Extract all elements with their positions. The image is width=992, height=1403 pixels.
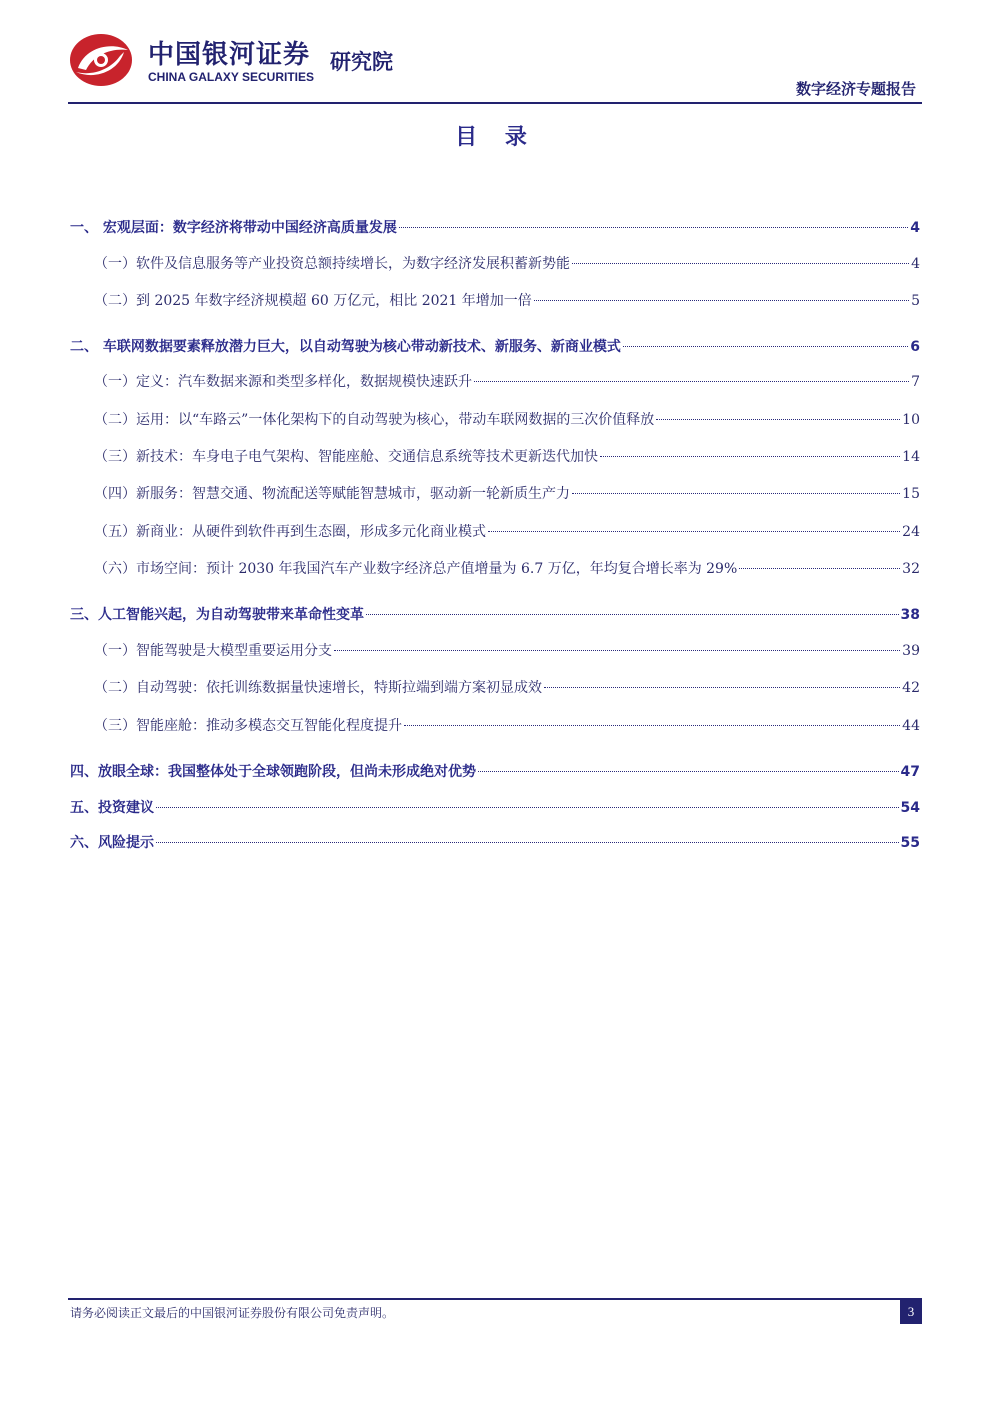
toc-entry-page: 39 xyxy=(902,643,920,659)
toc-subsection-entry[interactable] xyxy=(70,371,920,391)
toc-entry-label: （三）新技术：车身电子电气架构、智能座舱、交通信息系统等技术更新迭代加快 xyxy=(94,449,598,465)
toc-leader-dots xyxy=(156,842,899,843)
toc-leader-dots xyxy=(488,531,900,532)
toc-entry-page: 24 xyxy=(902,524,920,540)
toc-subsection-entry[interactable] xyxy=(70,409,920,429)
toc-leader-dots xyxy=(474,381,909,382)
toc-title: 目 录 xyxy=(455,125,537,150)
toc-entry-label: （一）定义：汽车数据来源和类型多样化，数据规模快速跃升 xyxy=(94,374,472,390)
toc-entry-label: （五）新商业：从硬件到软件再到生态圈，形成多元化商业模式 xyxy=(94,524,486,540)
toc-subsection-entry[interactable] xyxy=(70,677,920,697)
toc-entry-page: 54 xyxy=(900,800,920,816)
toc-entry-label: （三）智能座舱：推动多模态交互智能化程度提升 xyxy=(94,718,402,734)
toc-section-entry[interactable] xyxy=(70,217,920,237)
toc-leader-dots xyxy=(656,419,900,420)
toc-section-entry[interactable] xyxy=(70,604,920,624)
toc-entry-page: 6 xyxy=(910,339,920,355)
page-header xyxy=(68,28,922,104)
toc-entry-label: 二、 车联网数据要素释放潜力巨大，以自动驾驶为核心带动新技术、新服务、新商业模式 xyxy=(70,339,621,355)
toc-section-entry[interactable] xyxy=(70,832,920,852)
toc-entry-label: （一）智能驾驶是大模型重要运用分支 xyxy=(94,643,332,659)
toc-leader-dots xyxy=(600,456,900,457)
toc-entry-label: （四）新服务：智慧交通、物流配送等赋能智慧城市，驱动新一轮新质生产力 xyxy=(94,486,570,502)
toc-section-entry[interactable] xyxy=(70,761,920,781)
toc-section-entry[interactable] xyxy=(70,797,920,817)
toc-entry-page: 32 xyxy=(902,561,920,577)
toc-section-entry[interactable] xyxy=(70,336,920,356)
toc-entry-label: 四、放眼全球：我国整体处于全球领跑阶段，但尚未形成绝对优势 xyxy=(70,764,476,780)
toc-entry-page: 14 xyxy=(902,449,920,465)
toc-leader-dots xyxy=(544,687,900,688)
toc-leader-dots xyxy=(739,568,900,569)
toc-leader-dots xyxy=(623,346,908,347)
toc-entry-page: 10 xyxy=(902,412,920,428)
toc-entry-page: 5 xyxy=(911,293,920,309)
toc-entry-label: （二）自动驾驶：依托训练数据量快速增长，特斯拉端到端方案初显成效 xyxy=(94,680,542,696)
toc-leader-dots xyxy=(156,807,899,808)
toc-entry-page: 4 xyxy=(911,256,920,272)
toc-entry-label: 五、投资建议 xyxy=(70,800,154,816)
toc-entry-page: 44 xyxy=(902,718,920,734)
toc-entry-label: （二）到 2025 年数字经济规模超 60 万亿元，相比 2021 年增加一倍 xyxy=(94,293,532,309)
toc-leader-dots xyxy=(366,614,899,615)
toc-entry-label: 一、 宏观层面：数字经济将带动中国经济高质量发展 xyxy=(70,220,397,236)
toc-leader-dots xyxy=(572,263,909,264)
logo-company-cn: 中国银河证券 xyxy=(148,40,311,70)
toc-entry-page: 15 xyxy=(902,486,920,502)
report-type: 数字经济专题报告 xyxy=(795,80,916,98)
toc-entry-page: 55 xyxy=(900,835,920,851)
toc-entry-page: 47 xyxy=(900,764,920,780)
toc-entry-label: 六、风险提示 xyxy=(70,835,154,851)
footer-disclaimer: 请务必阅读正文最后的中国银河证券股份有限公司免责声明。 xyxy=(70,1306,395,1320)
toc-subsection-entry[interactable] xyxy=(70,521,920,541)
page-number: 3 xyxy=(900,1300,922,1324)
toc-subsection-entry[interactable] xyxy=(70,290,920,310)
toc-leader-dots xyxy=(572,493,900,494)
toc-leader-dots xyxy=(334,650,900,651)
toc-subsection-entry[interactable] xyxy=(70,446,920,466)
toc-entry-label: （二）运用：以“车路云”一体化架构下的自动驾驶为核心，带动车联网数据的三次价值释放 xyxy=(94,412,655,428)
toc-entry-page: 4 xyxy=(910,220,920,236)
toc-entry-label: （六）市场空间：预计 2030 年我国汽车产业数字经济总产值增量为 6.7 万亿，年均复合增长率为 29% xyxy=(94,561,738,577)
footer-divider xyxy=(68,1298,922,1300)
toc-subsection-entry[interactable] xyxy=(70,483,920,503)
toc-subsection-entry[interactable] xyxy=(70,640,920,660)
toc-leader-dots xyxy=(404,725,900,726)
galaxy-swirl-icon xyxy=(68,32,134,88)
toc-leader-dots xyxy=(478,771,899,772)
toc-leader-dots xyxy=(399,227,908,228)
header-divider xyxy=(68,102,922,104)
toc-leader-dots xyxy=(534,300,909,301)
logo-institute: 研究院 xyxy=(330,50,393,74)
toc-entry-page: 42 xyxy=(902,680,920,696)
toc-subsection-entry[interactable] xyxy=(70,558,920,578)
toc-entry-label: 三、人工智能兴起，为自动驾驶带来革命性变革 xyxy=(70,607,364,623)
toc-subsection-entry[interactable] xyxy=(70,253,920,273)
toc-entry-label: （一）软件及信息服务等产业投资总额持续增长，为数字经济发展积蓄新势能 xyxy=(94,256,570,272)
toc-entry-page: 38 xyxy=(900,607,920,623)
toc-subsection-entry[interactable] xyxy=(70,715,920,735)
toc-entry-page: 7 xyxy=(911,374,920,390)
logo-company-en: CHINA GALAXY SECURITIES xyxy=(148,70,315,84)
